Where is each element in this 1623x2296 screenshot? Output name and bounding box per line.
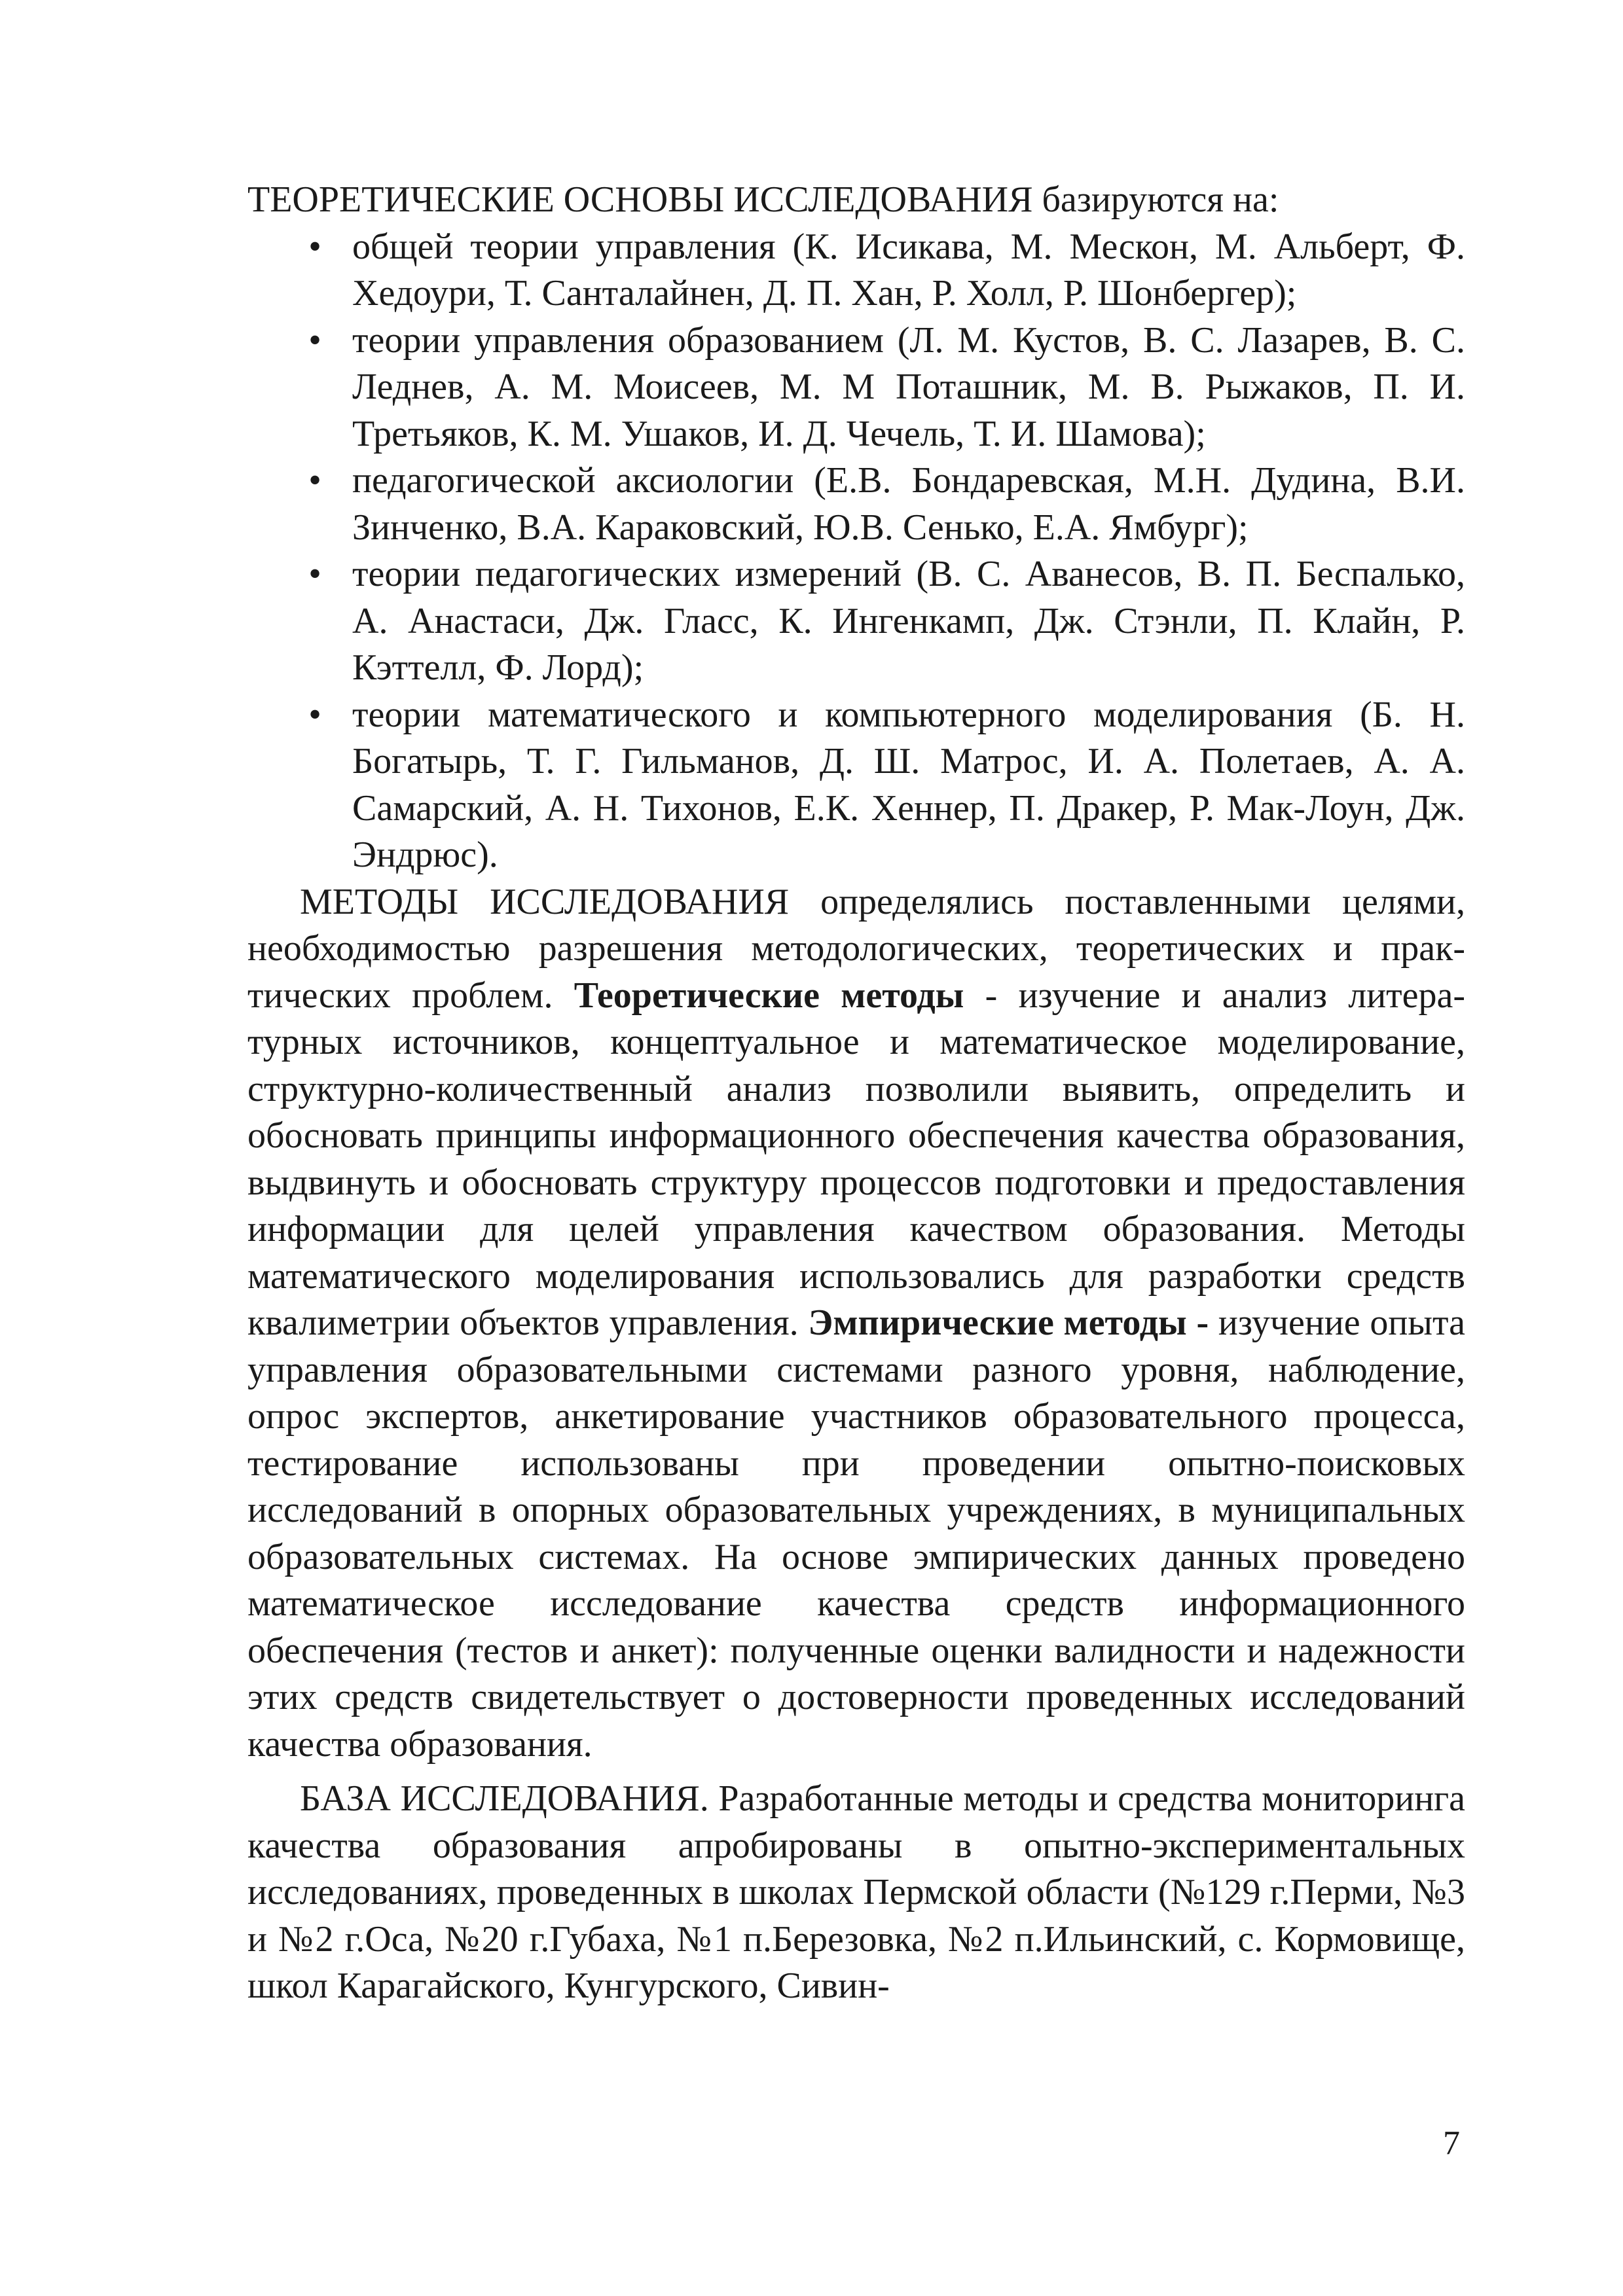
bullet-item-education-management: • теории управления образованием (Л. М. Кустов, В. С. Лазарев, В. С. Леднев, А. М. Моисеев, М. М Поташник, М. В. Рыжаков, П. И. Третьяков, К. М. Ушаков, И. Д. Чечель, Т. И. Шамова);	[352, 317, 1465, 458]
bullet-item-general-management: • общей теории управления (К. Исикава, М. Мескон, М. Альберт, Ф. Хедоури, Т. Санталайнен, Д. П. Хан, Р. Холл, Р. Шонбергер);	[352, 224, 1465, 317]
bullet-icon: •	[308, 319, 321, 361]
base-text: Разработанные методы и средства мониторинга качества образования апробированы в опытно-экспериментальных исследованиях, проведенных в школах Пермской области (№129 г.Перми, №3 и №2 г.Оса, №20 г.Губаха, №1 п.Березовка, №2 п.Ильинский, с. Кормовище, школ Карагайского, Кунгурского, Сивин-	[247, 1778, 1465, 2006]
bullet-item-modeling: • теории математического и компьютерного моделирования (Б. Н. Богатырь, Т. Г. Гильманов, Д. Ш. Матрос, И. А. Полетаев, А. А. Самарский, А. Н. Тихонов, Е.К. Хеннер, П. Дракер, Р. Мак-Лоун, Дж. Эндрюс).	[352, 692, 1465, 879]
methods-paragraph	[247, 879, 1465, 1768]
theory-heading: ТЕОРЕТИЧЕСКИЕ ОСНОВЫ ИССЛЕДОВАНИЯ	[247, 179, 1033, 220]
page-number: 7	[1443, 2125, 1460, 2162]
theoretical-methods-label: Теоретические методы	[574, 975, 964, 1016]
bullet-item-measurement: • теории педагогических измерений (В. С. Аванесов, В. П. Беспалько, А. Анастаси, Дж. Гласс, К. Ингенкамп, Дж. Стэнли, П. Клайн, Р. Кэттелл, Ф. Лорд);	[352, 551, 1465, 692]
theory-intro-line	[247, 177, 1465, 224]
bullet-icon: •	[308, 694, 321, 735]
base-heading: БАЗА ИССЛЕДОВАНИЯ.	[300, 1778, 709, 1819]
empirical-methods-text: изучение опыта управления образовательными системами разного уровня, наблюдение, опрос экспертов, анкетирование участников образовательного процесса, тестирование использованы при проведении опытно-поисковых исследований в опорных образовательных учреждениях, в муниципальных образовательных системах. На основе эмпирических данных проведено математическое исследование качества средств информационного обеспечения (тестов и анкет): полученные оценки валидности и надежности этих средств свидетельствует о достоверности проведенных исследований качества образования.	[247, 1302, 1465, 1765]
bullet-icon: •	[308, 554, 321, 594]
methods-heading: МЕТОДЫ ИССЛЕДОВАНИЯ	[300, 881, 790, 922]
bullet-icon: •	[308, 226, 321, 267]
methods-intro: определялись поставленными целями, необходимостью разрешения методологических, теоретических и практических проблем.	[247, 881, 1465, 1016]
theoretical-methods-text: - изучение и анализ литературных источников, концептуальное и математическое моделирование, структурно-количественный анализ позволили выявить, определить и обосновать принципы информационного обеспечения качества образования, выдвинуть и обосновать структуру процессов подготовки и предоставления информации для целей управления качеством образования. Методы математического моделирования использовались для разработки средств квалиметрии объектов управления.	[247, 975, 1465, 1343]
bullet-item-axiology: • педагогической аксиологии (Е.В. Бондаревская, М.Н. Дудина, В.И. Зинченко, В.А. Караковский, Ю.В. Сенько, Е.А. Ямбург);	[352, 457, 1465, 551]
theory-heading-tail: базируются на:	[1032, 179, 1279, 220]
theory-bullet-list	[247, 224, 1465, 879]
document-page	[247, 177, 1465, 2010]
base-paragraph	[247, 1776, 1465, 2010]
bullet-icon: •	[308, 460, 321, 501]
empirical-methods-label: Эмпирические методы -	[808, 1302, 1209, 1343]
